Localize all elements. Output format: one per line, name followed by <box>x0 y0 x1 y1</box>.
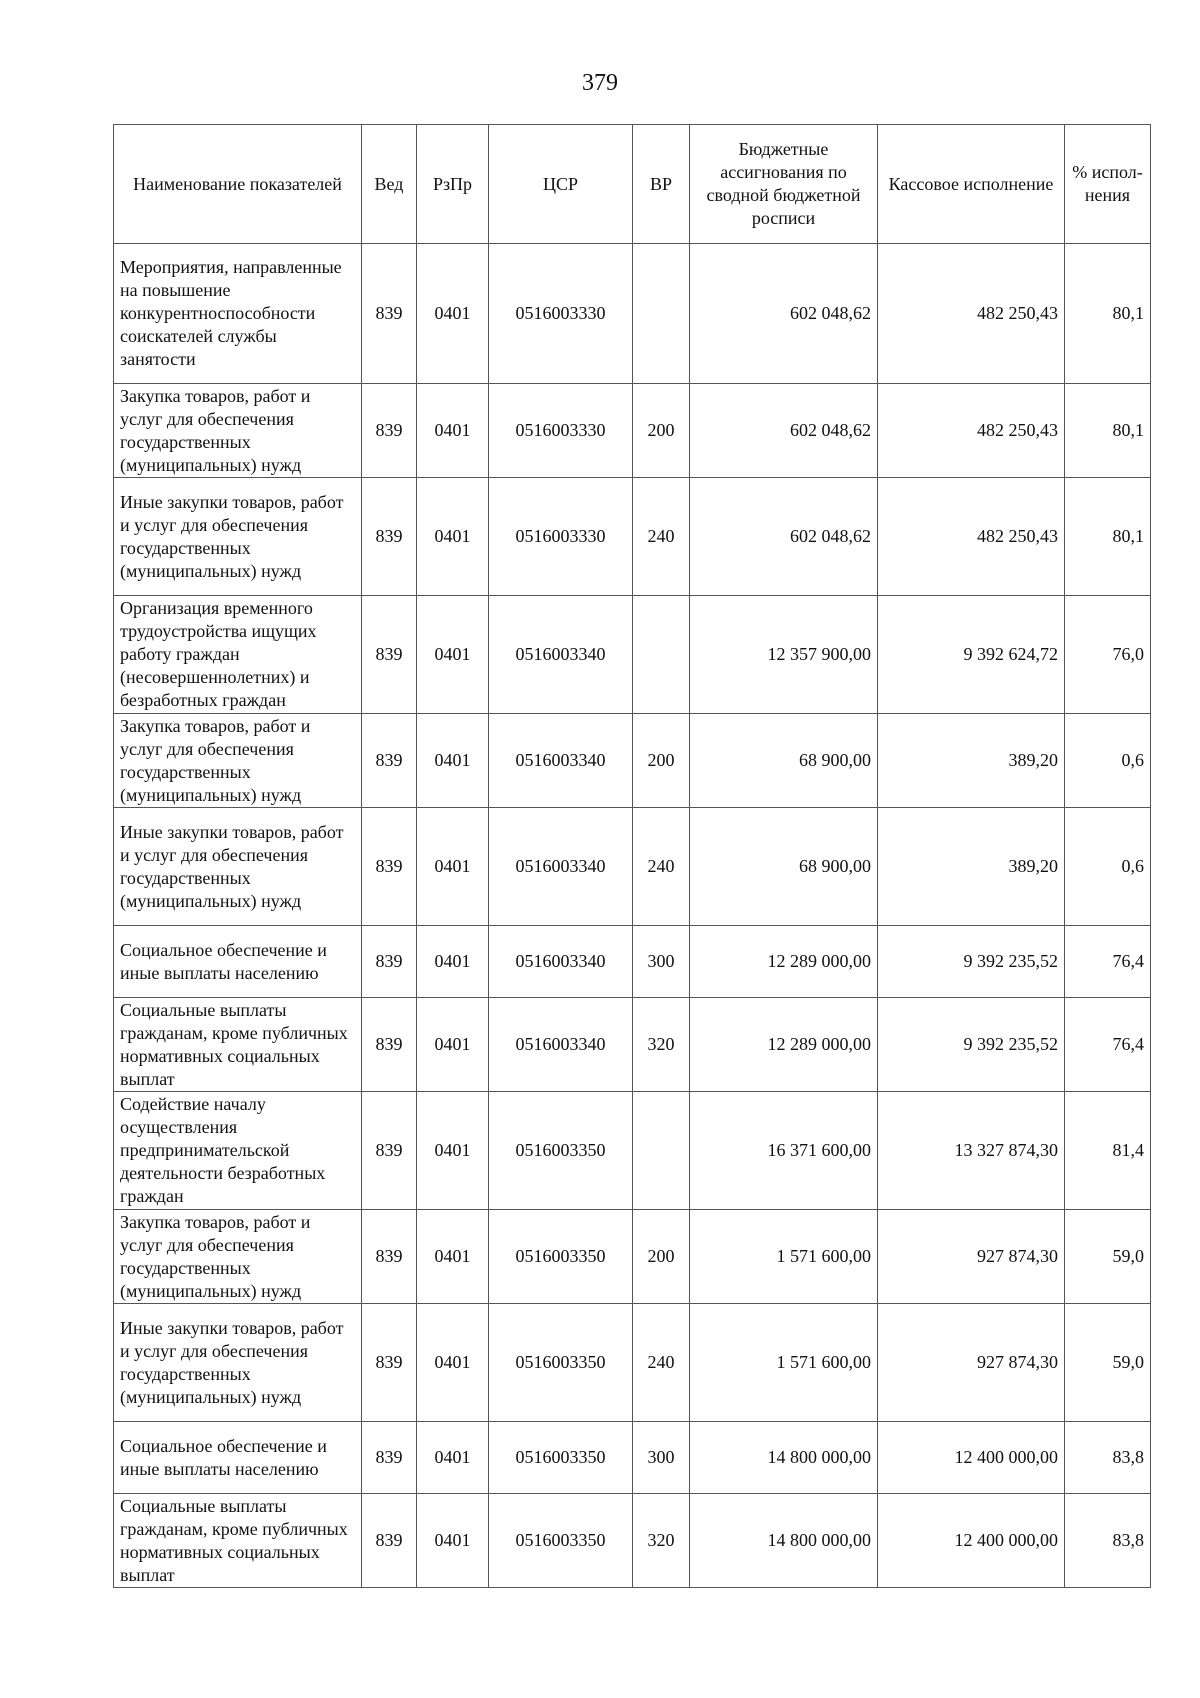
cell-pct: 80,1 <box>1065 244 1151 384</box>
cell-pct: 59,0 <box>1065 1210 1151 1304</box>
table-row <box>114 596 1151 714</box>
cell-cash: 389,20 <box>878 808 1065 926</box>
cell-vr: 200 <box>633 714 690 808</box>
cell-ved: 839 <box>362 1092 417 1210</box>
cell-budget: 1 571 600,00 <box>690 1210 878 1304</box>
cell-rzpr: 0401 <box>417 1494 489 1588</box>
cell-rzpr: 0401 <box>417 596 489 714</box>
cell-budget: 16 371 600,00 <box>690 1092 878 1210</box>
table-row <box>114 1422 1151 1494</box>
cell-rzpr: 0401 <box>417 478 489 596</box>
cell-cash: 482 250,43 <box>878 478 1065 596</box>
cell-pct: 76,0 <box>1065 596 1151 714</box>
cell-csr: 0516003350 <box>489 1494 633 1588</box>
header-csr: ЦСР <box>489 125 633 244</box>
cell-rzpr: 0401 <box>417 808 489 926</box>
cell-vr: 200 <box>633 384 690 478</box>
cell-vr: 300 <box>633 926 690 998</box>
cell-budget: 14 800 000,00 <box>690 1494 878 1588</box>
cell-cash: 927 874,30 <box>878 1210 1065 1304</box>
cell-ved: 839 <box>362 1304 417 1422</box>
cell-vr <box>633 1092 690 1210</box>
table-row <box>114 714 1151 808</box>
table-row <box>114 1494 1151 1588</box>
cell-ved: 839 <box>362 478 417 596</box>
cell-csr: 0516003340 <box>489 714 633 808</box>
cell-name: Закупка товаров, работ и услуг для обеспечения государственных (муниципальных) нужд <box>114 384 362 478</box>
cell-name: Социальные выплаты гражданам, кроме публичных нормативных социальных выплат <box>114 998 362 1092</box>
cell-ved: 839 <box>362 1422 417 1494</box>
cell-vr <box>633 596 690 714</box>
cell-cash: 927 874,30 <box>878 1304 1065 1422</box>
cell-pct: 81,4 <box>1065 1092 1151 1210</box>
cell-csr: 0516003350 <box>489 1422 633 1494</box>
cell-ved: 839 <box>362 596 417 714</box>
cell-rzpr: 0401 <box>417 926 489 998</box>
cell-budget: 602 048,62 <box>690 478 878 596</box>
cell-csr: 0516003340 <box>489 926 633 998</box>
table-row <box>114 926 1151 998</box>
cell-name: Иные закупки товаров, работ и услуг для обеспечения государственных (муниципальных) нужд <box>114 808 362 926</box>
cell-cash: 9 392 624,72 <box>878 596 1065 714</box>
table-row <box>114 1092 1151 1210</box>
cell-budget: 12 289 000,00 <box>690 998 878 1092</box>
header-vr: ВР <box>633 125 690 244</box>
cell-budget: 14 800 000,00 <box>690 1422 878 1494</box>
cell-cash: 12 400 000,00 <box>878 1422 1065 1494</box>
header-budget: Бюджетные ассигнования по сводной бюджетной росписи <box>690 125 878 244</box>
cell-pct: 80,1 <box>1065 478 1151 596</box>
cell-csr: 0516003340 <box>489 998 633 1092</box>
cell-name: Социальные выплаты гражданам, кроме публичных нормативных социальных выплат <box>114 1494 362 1588</box>
cell-budget: 68 900,00 <box>690 714 878 808</box>
cell-name: Содействие началу осуществления предпринимательской деятельности безработных граждан <box>114 1092 362 1210</box>
cell-rzpr: 0401 <box>417 714 489 808</box>
cell-rzpr: 0401 <box>417 1092 489 1210</box>
cell-name: Социальное обеспечение и иные выплаты населению <box>114 926 362 998</box>
cell-cash: 389,20 <box>878 714 1065 808</box>
page-number: 379 <box>582 70 618 96</box>
cell-vr: 300 <box>633 1422 690 1494</box>
cell-rzpr: 0401 <box>417 1304 489 1422</box>
cell-csr: 0516003350 <box>489 1210 633 1304</box>
cell-budget: 68 900,00 <box>690 808 878 926</box>
cell-vr: 320 <box>633 998 690 1092</box>
cell-rzpr: 0401 <box>417 998 489 1092</box>
cell-rzpr: 0401 <box>417 384 489 478</box>
cell-pct: 83,8 <box>1065 1422 1151 1494</box>
header-ved: Вед <box>362 125 417 244</box>
table-row <box>114 244 1151 384</box>
cell-name: Организация временного трудоустройства ищущих работу граждан (несовершеннолетних) и безработных граждан <box>114 596 362 714</box>
table-row <box>114 998 1151 1092</box>
cell-csr: 0516003350 <box>489 1304 633 1422</box>
cell-csr: 0516003330 <box>489 478 633 596</box>
cell-cash: 482 250,43 <box>878 384 1065 478</box>
cell-budget: 1 571 600,00 <box>690 1304 878 1422</box>
cell-pct: 83,8 <box>1065 1494 1151 1588</box>
cell-name: Социальное обеспечение и иные выплаты населению <box>114 1422 362 1494</box>
cell-cash: 9 392 235,52 <box>878 926 1065 998</box>
cell-name: Иные закупки товаров, работ и услуг для обеспечения государственных (муниципальных) нужд <box>114 478 362 596</box>
cell-csr: 0516003340 <box>489 808 633 926</box>
header-name: Наименование показателей <box>114 125 362 244</box>
cell-budget: 12 357 900,00 <box>690 596 878 714</box>
table-row <box>114 384 1151 478</box>
cell-ved: 839 <box>362 244 417 384</box>
cell-csr: 0516003330 <box>489 384 633 478</box>
cell-ved: 839 <box>362 384 417 478</box>
table-row <box>114 808 1151 926</box>
budget-execution-table <box>113 124 1151 1588</box>
cell-pct: 0,6 <box>1065 714 1151 808</box>
cell-vr <box>633 244 690 384</box>
header-rzpr: РзПр <box>417 125 489 244</box>
cell-ved: 839 <box>362 926 417 998</box>
cell-name: Закупка товаров, работ и услуг для обеспечения государственных (муниципальных) нужд <box>114 714 362 808</box>
cell-rzpr: 0401 <box>417 244 489 384</box>
cell-cash: 482 250,43 <box>878 244 1065 384</box>
cell-csr: 0516003330 <box>489 244 633 384</box>
cell-ved: 839 <box>362 1210 417 1304</box>
cell-vr: 240 <box>633 808 690 926</box>
cell-ved: 839 <box>362 1494 417 1588</box>
cell-pct: 0,6 <box>1065 808 1151 926</box>
cell-pct: 80,1 <box>1065 384 1151 478</box>
table-header-row <box>114 125 1151 244</box>
cell-name: Закупка товаров, работ и услуг для обеспечения государственных (муниципальных) нужд <box>114 1210 362 1304</box>
cell-budget: 602 048,62 <box>690 244 878 384</box>
cell-vr: 240 <box>633 478 690 596</box>
cell-ved: 839 <box>362 998 417 1092</box>
cell-csr: 0516003340 <box>489 596 633 714</box>
cell-csr: 0516003350 <box>489 1092 633 1210</box>
cell-pct: 76,4 <box>1065 998 1151 1092</box>
cell-vr: 240 <box>633 1304 690 1422</box>
cell-pct: 59,0 <box>1065 1304 1151 1422</box>
table-row <box>114 478 1151 596</box>
cell-cash: 13 327 874,30 <box>878 1092 1065 1210</box>
cell-pct: 76,4 <box>1065 926 1151 998</box>
cell-ved: 839 <box>362 714 417 808</box>
cell-budget: 12 289 000,00 <box>690 926 878 998</box>
cell-vr: 320 <box>633 1494 690 1588</box>
table-row <box>114 1304 1151 1422</box>
cell-cash: 12 400 000,00 <box>878 1494 1065 1588</box>
cell-budget: 602 048,62 <box>690 384 878 478</box>
header-pct: % испол-нения <box>1065 125 1151 244</box>
cell-cash: 9 392 235,52 <box>878 998 1065 1092</box>
cell-name: Мероприятия, направленные на повышение конкурентноспособности соискателей службы занятости <box>114 244 362 384</box>
cell-rzpr: 0401 <box>417 1422 489 1494</box>
cell-rzpr: 0401 <box>417 1210 489 1304</box>
table-row <box>114 1210 1151 1304</box>
header-cash: Кассовое исполнение <box>878 125 1065 244</box>
cell-name: Иные закупки товаров, работ и услуг для обеспечения государственных (муниципальных) нужд <box>114 1304 362 1422</box>
cell-vr: 200 <box>633 1210 690 1304</box>
cell-ved: 839 <box>362 808 417 926</box>
